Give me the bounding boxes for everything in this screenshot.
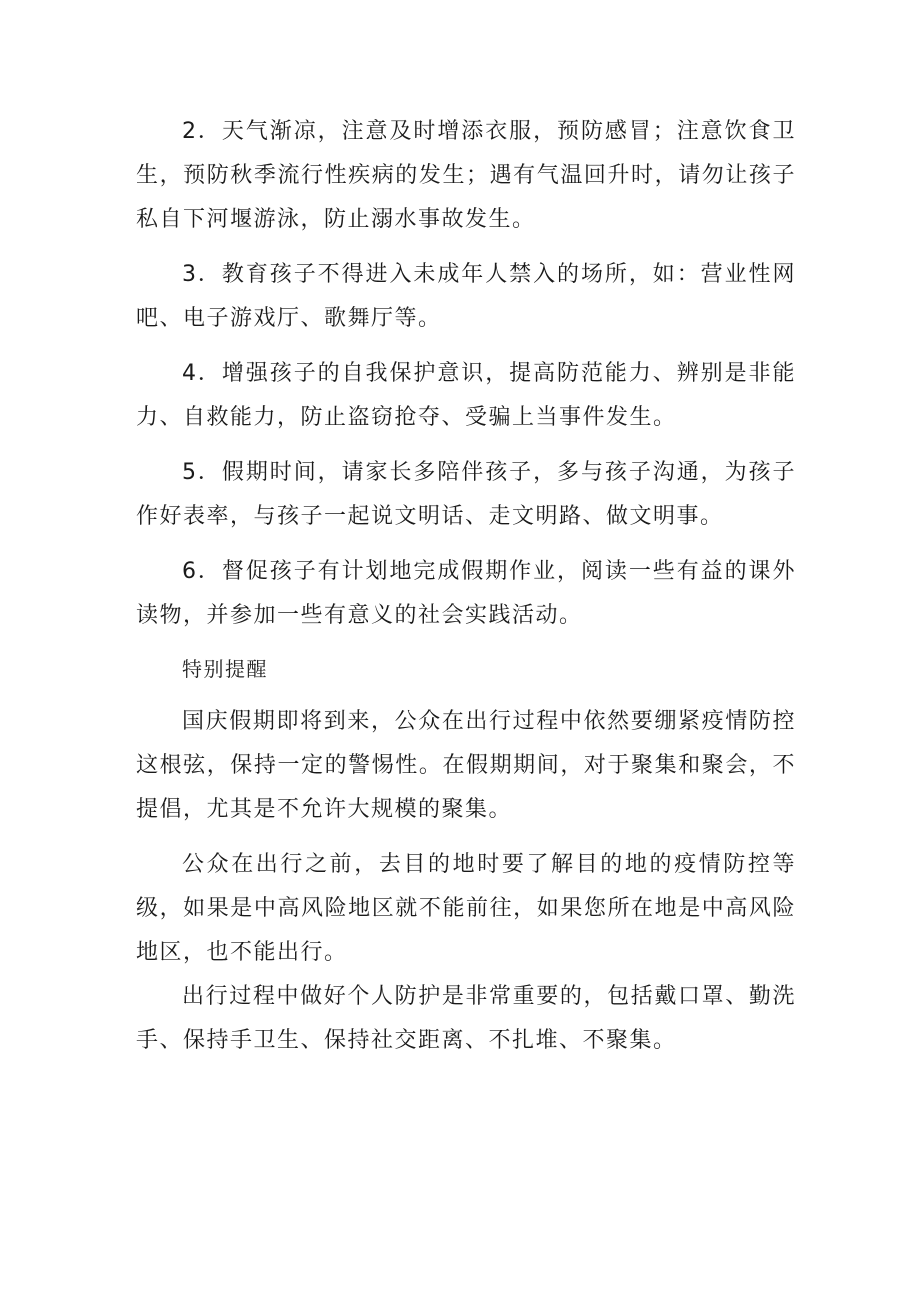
document-body: [136, 110, 796, 1074]
paragraph-item-5: 5．假期时间，请家长多陪伴孩子，多与孩子沟通，为孩子作好表率，与孩子一起说文明话、走文明路、做文明事。: [136, 460, 796, 529]
paragraph-item-4: 4．增强孩子的自我保护意识，提高防范能力、辨别是非能力、自救能力，防止盗窃抢夺、受骗上当事件发生。: [136, 361, 796, 430]
paragraph-item-3: 3．教育孩子不得进入未成年人禁入的场所，如：营业性网吧、电子游戏厅、歌舞厅等。: [136, 262, 796, 331]
paragraph-item-2: 2．天气渐凉，注意及时增添衣服，预防感冒；注意饮食卫生，预防秋季流行性疾病的发生；遇有气温回升时，请勿让孩子私自下河堰游泳，防止溺水事故发生。: [136, 119, 796, 232]
section-heading: 特别提醒: [182, 657, 268, 681]
reminder-paragraph-2: 公众在出行之前，去目的地时要了解目的地的疫情防控等级，如果是中高风险地区就不能前往，如果您所在地是中高风险地区，也不能出行。: [136, 852, 796, 965]
reminder-paragraph-3: 出行过程中做好个人防护是非常重要的，包括戴口罩、勤洗手、保持手卫生、保持社交距离、不扎堆、不聚集。: [136, 984, 796, 1053]
paragraph-item-6: 6．督促孩子有计划地完成假期作业，阅读一些有益的课外读物，并参加一些有意义的社会实践活动。: [136, 559, 796, 628]
reminder-paragraph-1: 国庆假期即将到来，公众在出行过程中依然要绷紧疫情防控这根弦，保持一定的警惕性。在假期期间，对于聚集和聚会，不提倡，尤其是不允许大规模的聚集。: [136, 709, 796, 822]
